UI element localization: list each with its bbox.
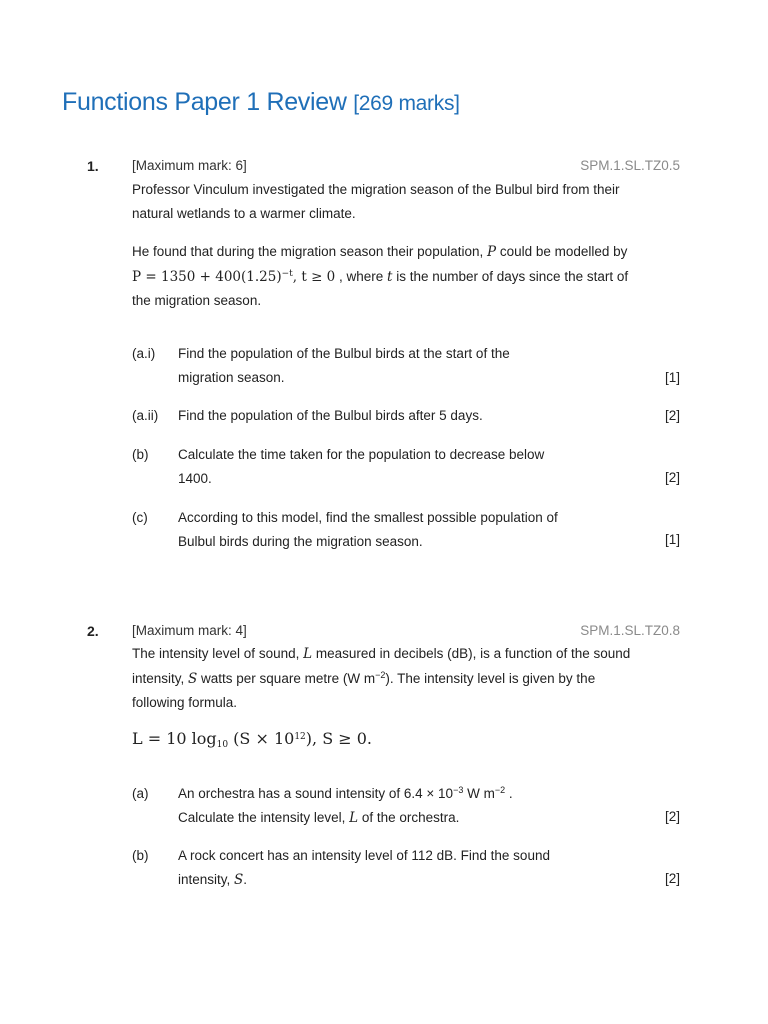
q2-part-marks: [2] xyxy=(664,809,680,824)
q1-var-t: t xyxy=(387,268,393,285)
total-marks: [269 marks] xyxy=(353,92,460,115)
q1-part-text: Find the population of the Bulbul birds at the start of the migration season. xyxy=(178,346,510,385)
q2-b-text-1: intensity, xyxy=(178,871,235,887)
q2-var-s: S xyxy=(188,670,198,687)
q1-part-marks: [1] xyxy=(664,532,680,547)
q1-var-p: P xyxy=(486,244,497,260)
q2-a-text-1: An orchestra has a sound intensity of 6.4 × 10 xyxy=(178,786,454,801)
q1-part-marks: [2] xyxy=(664,408,680,423)
q1-formula-exponent: −t xyxy=(281,268,293,279)
q1-part-label: (b) xyxy=(132,447,149,462)
q2-intro-text-2: measured in decibels (dB), is a function of the sound intensity, xyxy=(132,646,631,686)
q1-model-text-3: , where xyxy=(335,268,388,284)
q2-b-line1: A rock concert has an intensity level of 112 dB. Find the sound xyxy=(178,848,550,863)
q2-part-a-line1 xyxy=(178,782,598,806)
q2-formula-rhs: ), S ≥ 0. xyxy=(305,729,372,748)
q2-intro-text-1: The intensity level of sound, xyxy=(132,646,304,661)
q2-a-var-l: L xyxy=(349,809,359,826)
q1-part-marks: [2] xyxy=(664,470,680,485)
q1-model-text-1: He found that during the migration season their population, xyxy=(132,244,487,259)
q2-part-text xyxy=(178,844,598,892)
question-1-intro: Professor Vinculum investigated the migration season of the Bulbul bird from their natural wetlands to a warmer climate. xyxy=(132,182,620,221)
q2-a-exp-1: −3 xyxy=(453,785,464,795)
q1-model-text-2: could be modelled by xyxy=(496,244,628,259)
q2-formula xyxy=(132,729,372,748)
q1-formula-condition: , t ≥ 0 xyxy=(292,268,336,285)
q2-part-label: (a) xyxy=(132,786,149,801)
q2-b-text-2: . xyxy=(243,871,248,887)
question-1-number: 1. xyxy=(87,158,99,174)
question-2-intro xyxy=(132,642,637,715)
question-1-model xyxy=(132,240,637,313)
q1-formula-main: P = 1350 + 400(1.25) xyxy=(132,268,282,285)
page-title xyxy=(62,88,460,117)
q2-part-b-line2 xyxy=(178,868,598,893)
question-1-code: SPM.1.SL.TZ0.5 xyxy=(580,158,680,173)
q2-a-exp-2: −2 xyxy=(494,785,506,795)
q1-model-text-4: is the number of days since the start of the migration season. xyxy=(132,268,629,308)
q2-part-text xyxy=(178,782,598,830)
q2-part-label: (b) xyxy=(132,848,149,863)
title-text: Functions Paper 1 Review xyxy=(62,88,347,116)
q2-part-marks: [2] xyxy=(664,871,680,886)
question-2-number: 2. xyxy=(87,623,99,639)
q1-formula xyxy=(132,269,335,285)
q2-a-text-2: W m xyxy=(463,786,495,801)
q2-part-a-line2 xyxy=(178,806,598,831)
q2-intro-text-3: watts per square metre (W m xyxy=(197,670,376,686)
q1-part-text: According to this model, find the smallest possible population of Bulbul birds during the migration season. xyxy=(178,510,558,549)
question-2-code: SPM.1.SL.TZ0.8 xyxy=(580,623,680,638)
q2-formula-mid: (S × 10 xyxy=(228,729,295,748)
q2-b-var-s: S xyxy=(234,871,244,888)
q1-part-label: (a.i) xyxy=(132,346,156,361)
q1-part-text: Calculate the time taken for the population to decrease below 1400. xyxy=(178,447,545,486)
q1-part-text: Find the population of the Bulbul birds after 5 days. xyxy=(178,408,483,423)
question-1-max-mark: [Maximum mark: 6] xyxy=(132,158,247,173)
question-2-max-mark: [Maximum mark: 4] xyxy=(132,623,247,638)
q2-formula-lhs: L = 10 log xyxy=(132,729,217,748)
q2-formula-exp: 12 xyxy=(294,732,306,742)
q1-part-label: (c) xyxy=(132,510,148,525)
q2-formula-sub: 10 xyxy=(216,740,229,750)
q2-a-text-3: . xyxy=(505,786,513,801)
q1-part-marks: [1] xyxy=(664,370,680,385)
q1-part-label: (a.ii) xyxy=(132,408,159,423)
q2-var-l: L xyxy=(303,646,313,662)
q2-intro-text-4: ). The intensity level is given by the following formula. xyxy=(132,670,596,710)
q2-a-text-5: of the orchestra. xyxy=(358,809,460,825)
q2-a-text-4: Calculate the intensity level, xyxy=(178,809,350,825)
q2-intro-exponent: −2 xyxy=(375,669,386,680)
